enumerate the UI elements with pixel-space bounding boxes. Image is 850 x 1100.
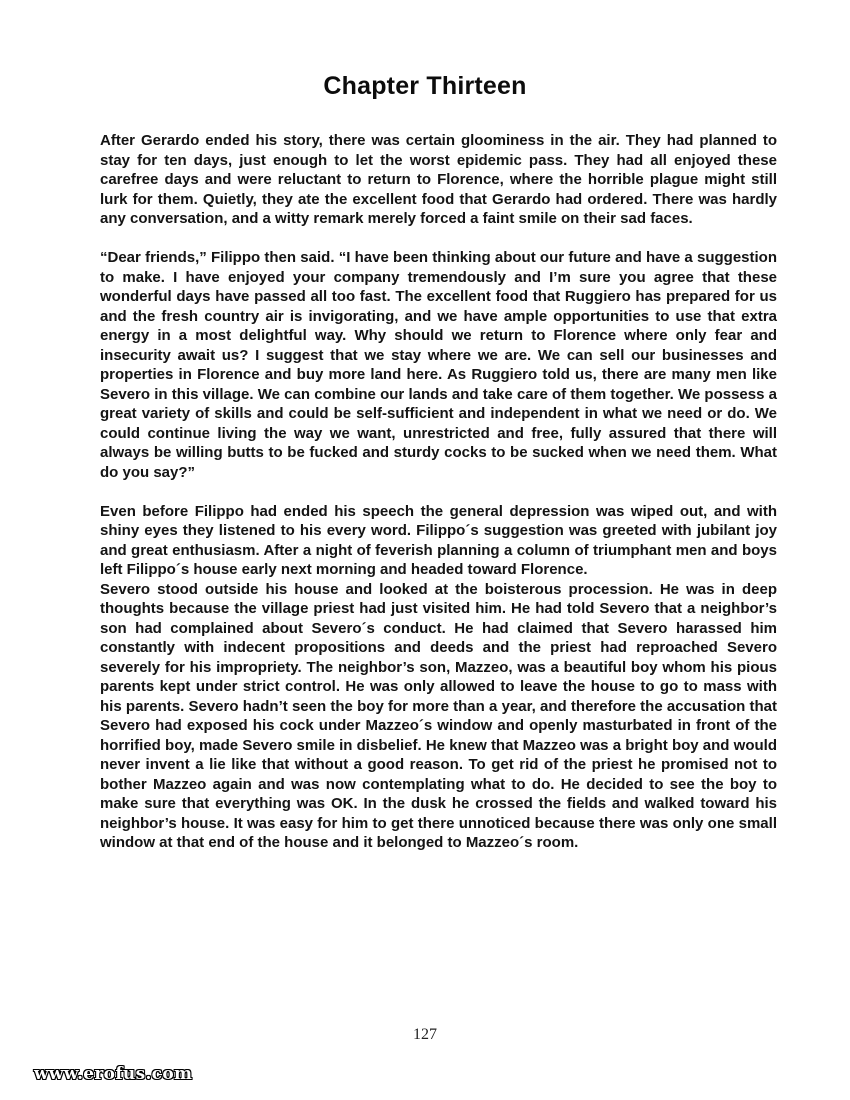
page-number: 127	[413, 1026, 437, 1043]
body-text	[100, 131, 777, 853]
chapter-title: Chapter Thirteen	[323, 72, 527, 100]
paragraph-2: “Dear friends,” Filippo then said. “I have been thinking about our future and have a suggestion to make. I have enjoyed your company tremendously and I’m sure you agree that these wonderful days have passed all too fast. The excellent food that Ruggiero has prepared for us and the fresh country air is invigorating, and we have ample opportunities to use that extra energy in a most delightful way. Why should we return to Florence where only fear and insecurity await us? I suggest that we stay where we are. We can sell our businesses and properties in Florence and buy more land here. As Ruggiero told us, there are many men like Severo in this village. We can combine our lands and take care of them together. We possess a great variety of skills and could be self-sufficient and independent in what we need or do. We could continue living the way we want, unrestricted and free, fully assured that there will always be willing butts to be fucked and sturdy cocks to be sucked when we need them. What do you say?”	[100, 249, 777, 481]
paragraph-1: After Gerardo ended his story, there was certain gloominess in the air. They had planned to stay for ten days, just enough to let the worst epidemic pass. They had all enjoyed these carefree days and were reluctant to return to Florence, where the horrible plague might still lurk for them. Quietly, they ate the excellent food that Gerardo had ordered. There was hardly any conversation, and a witty remark merely forced a faint smile on their sad faces.	[100, 132, 777, 227]
watermark: www.erofus.com	[34, 1064, 193, 1084]
paragraph-3: Even before Filippo had ended his speech the general depression was wiped out, and with shiny eyes they listened to his every word. Filippo´s suggestion was greeted with jubilant joy and great enthusiasm. After a night of feverish planning a column of triumphant men and boys left Filippo´s house early next morning and headed toward Florence.	[100, 502, 777, 578]
paragraph-4: Severo stood outside his house and looked at the boisterous procession. He was in deep thoughts because the village priest had just visited him. He had told Severo that a neighbor’s son had complained about Severo´s conduct. He had claimed that Severo harassed him constantly with indecent propositions and deeds and the priest had reproached Severo severely for his impropriety. The neighbor’s son, Mazzeo, was a beautiful boy whom his pious parents kept under strict control. He was only allowed to leave the house to go to mass with his parents. Severo hadn’t seen the boy for more than a year, and therefore the accusation that Severo had exposed his cock under Mazzeo´s window and openly masturbated in front of the horrified boy, made Severo smile in disbelief. He knew that Mazzeo was a bright boy and would never invent a lie like that without a good reason. To get rid of the priest he promised not to bother Mazzeo again and was now contemplating what to do. He decided to see the boy to make sure that everything was OK. In the dusk he crossed the fields and walked toward his neighbor’s house. It was easy for him to get there unnoticed because there was only one small window at that end of the house and it belonged to Mazzeo´s room.	[100, 580, 777, 851]
